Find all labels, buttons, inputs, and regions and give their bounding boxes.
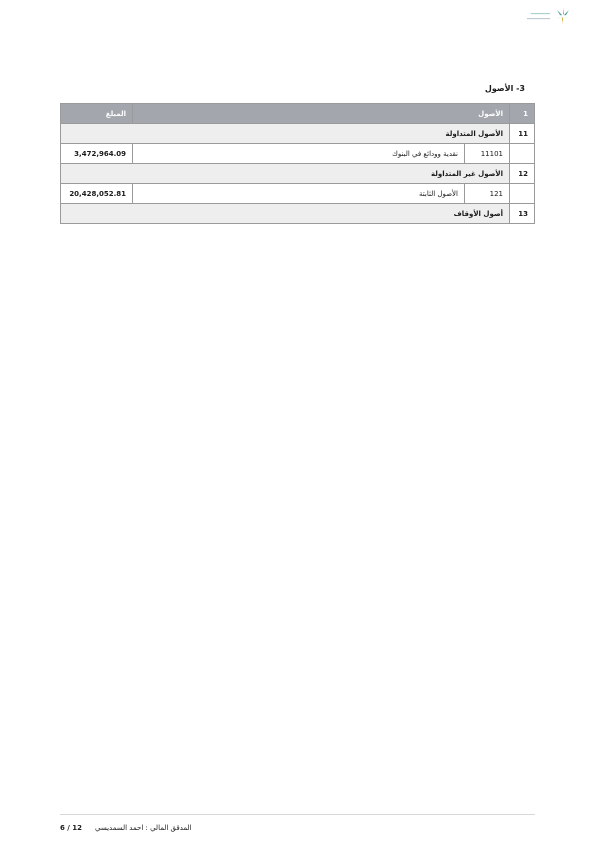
row-empty-cell <box>510 184 535 204</box>
row-code: 11 <box>510 124 535 144</box>
row-code: 12 <box>510 164 535 184</box>
logo-text <box>527 12 550 21</box>
ministry-logo <box>513 5 573 27</box>
row-item-name: الأصول الثابتة <box>133 184 465 204</box>
row-group-name: الأصول غير المتداولة <box>61 164 510 184</box>
row-item-name: نقدية وودائع في البنوك <box>133 144 465 164</box>
table-header-row <box>61 104 535 124</box>
row-sub-code: 11101 <box>465 144 510 164</box>
row-code: 13 <box>510 204 535 224</box>
footer-divider <box>60 814 535 815</box>
table-row-item <box>61 144 535 164</box>
section-title: 3- الأصول <box>484 84 525 93</box>
row-group-name: الأصول المتداولة <box>61 124 510 144</box>
row-group-name: أصول الأوقاف <box>61 204 510 224</box>
row-sub-code: 121 <box>465 184 510 204</box>
page-number: 6 / 12 <box>60 824 83 832</box>
row-amount: 3,472,964.09 <box>61 144 133 164</box>
logo-line-2: ━━━━━━━━━━━━ <box>526 16 550 21</box>
row-empty-cell <box>510 144 535 164</box>
table-row-group <box>61 124 535 144</box>
table-row-group <box>61 204 535 224</box>
palm-logo-icon <box>553 6 573 26</box>
table-row-group <box>61 164 535 184</box>
assets-table <box>60 103 535 224</box>
logo-line-1: ━━━━━━━━━━ <box>530 11 550 16</box>
row-amount: 20,428,052.81 <box>61 184 133 204</box>
table-row-item <box>61 184 535 204</box>
header-amount: المبلغ <box>61 104 133 124</box>
header-name: الأصول <box>133 104 510 124</box>
footer-auditor: المدقق المالي : احمد السمديسي <box>95 824 192 832</box>
header-index: 1 <box>510 104 535 124</box>
